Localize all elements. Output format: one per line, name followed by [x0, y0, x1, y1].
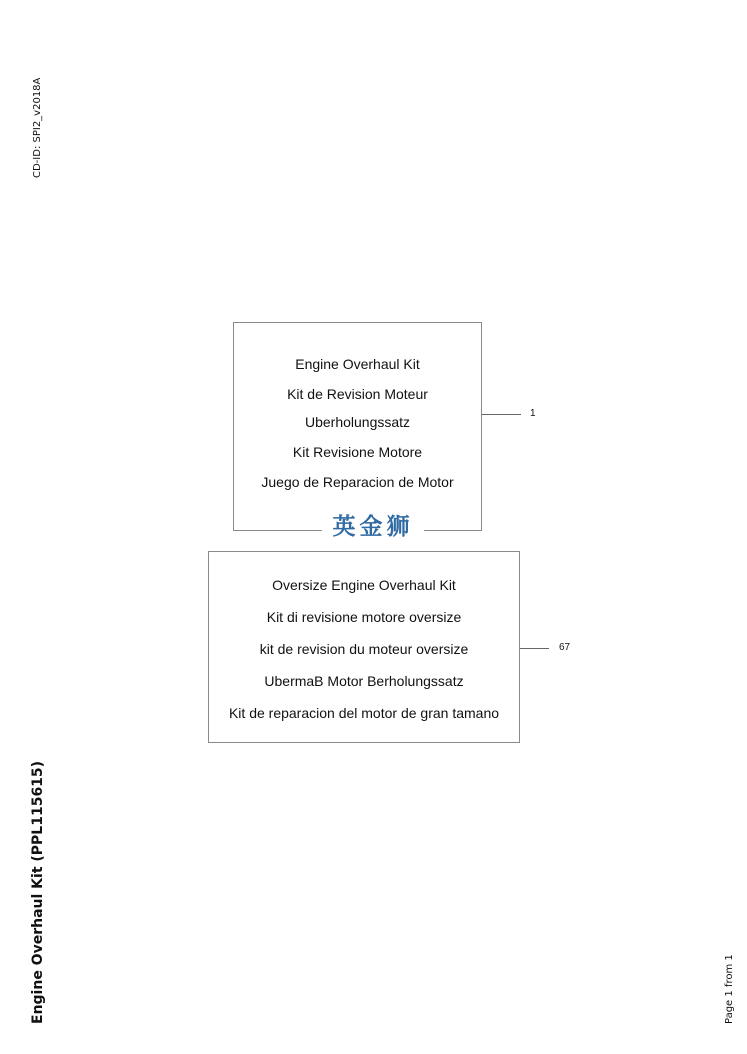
part-1-line-french: Kit de Revision Moteur: [287, 386, 428, 402]
callout-number-1: 1: [530, 408, 536, 419]
callout-leader-line-1: [482, 414, 521, 415]
part-1-line-english: Engine Overhaul Kit: [295, 356, 420, 372]
document-title: Engine Overhaul Kit (PPL115615): [30, 760, 46, 1024]
part-2-line-german: UbermaB Motor Berholungssatz: [264, 673, 464, 689]
part-1-line-italian: Kit Revisione Motore: [292, 444, 423, 460]
part-2-line-italian: Kit di revisione motore oversize: [266, 609, 462, 625]
part-1-line-german: Uberholungssatz: [304, 414, 411, 430]
callout-leader-line-67: [520, 648, 549, 649]
callout-number-67: 67: [559, 642, 571, 653]
part-box-engine-overhaul-kit: [233, 322, 482, 531]
page-number: Page 1 from 1: [724, 954, 735, 1024]
part-box-oversize-engine-overhaul-kit: [208, 551, 520, 743]
part-2-line-french: kit de revision du moteur oversize: [259, 641, 469, 657]
cd-id-label: CD-ID: SPI2_v2018A: [32, 77, 43, 178]
part-1-line-spanish: Juego de Reparacion de Motor: [261, 474, 454, 490]
watermark-logo: 英金狮: [322, 512, 424, 542]
part-2-line-english: Oversize Engine Overhaul Kit: [272, 577, 456, 593]
part-2-line-spanish: Kit de reparacion del motor de gran tamano: [228, 705, 500, 721]
